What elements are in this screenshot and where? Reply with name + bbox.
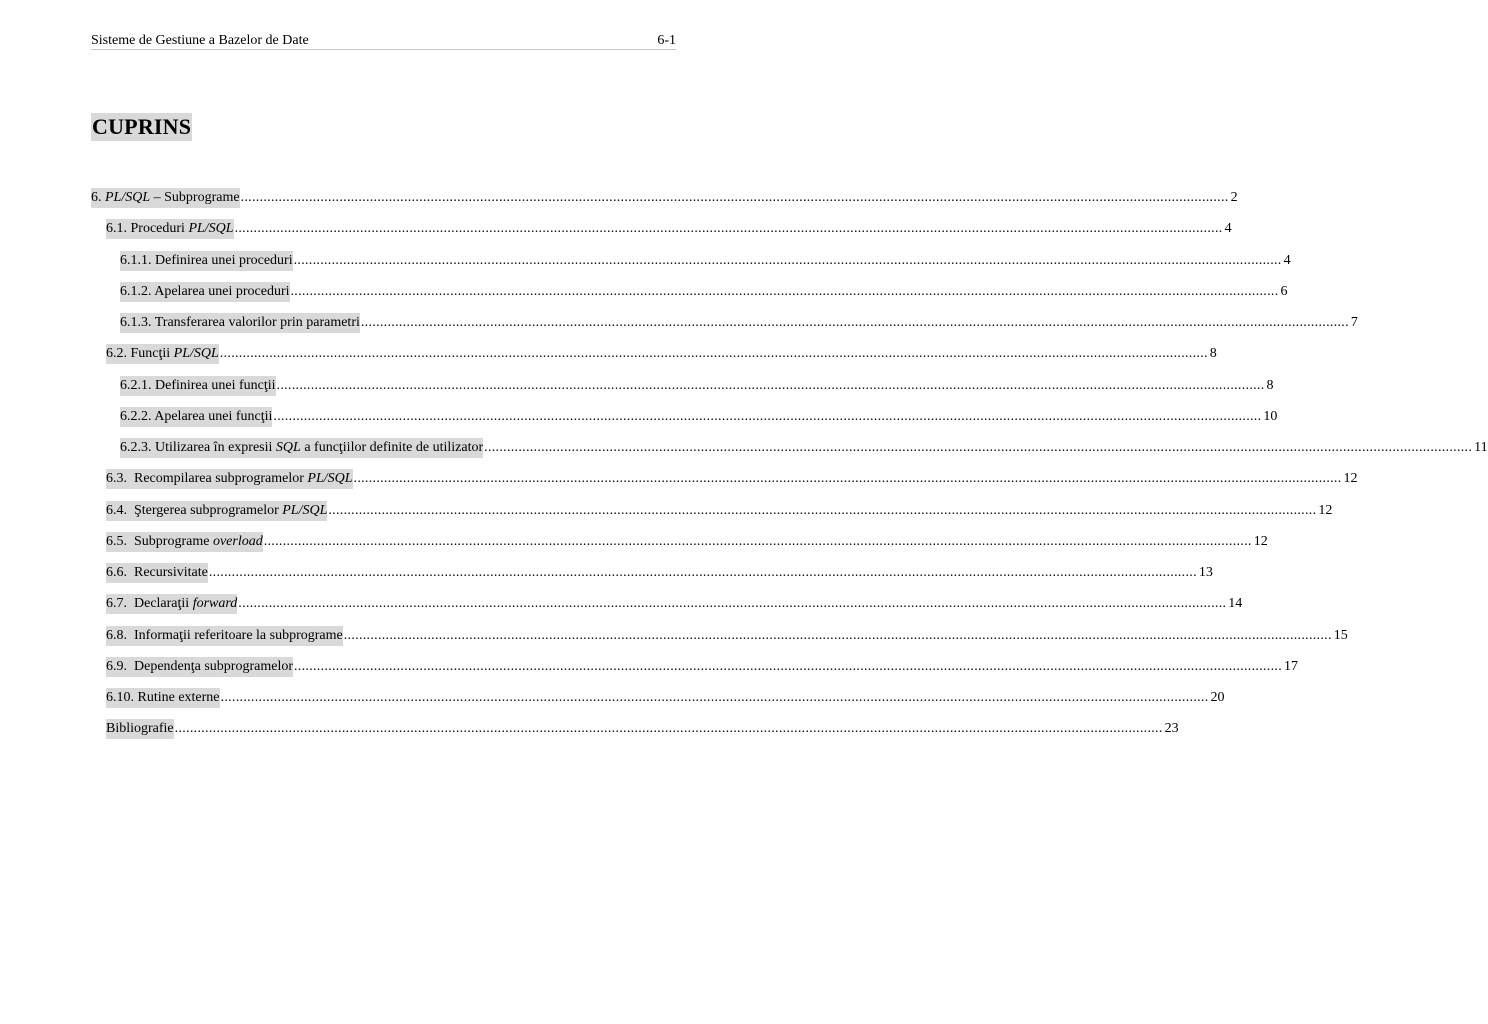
toc-entry[interactable]	[91, 313, 1358, 344]
toc-entry-title-part: 6.5. Subprograme	[106, 533, 213, 549]
toc-entry-title-part: PL/SQL	[188, 221, 234, 237]
toc-entry-page: 23	[1164, 721, 1179, 737]
toc-entry-page: 8	[1209, 346, 1217, 362]
toc-entry[interactable]	[91, 563, 1213, 594]
toc-entry-title[interactable]	[106, 688, 220, 708]
toc-entry-title-part: 6.	[91, 190, 105, 205]
toc-entry-title[interactable]	[120, 313, 360, 333]
toc-dot-leader: ....................................................................................................................................................................................................................................................................	[238, 596, 1227, 612]
toc-entry-page: 4	[1224, 221, 1232, 237]
toc-entry-page: 15	[1333, 627, 1348, 643]
toc-entry-title[interactable]	[106, 626, 343, 646]
toc-entry[interactable]	[91, 344, 1217, 375]
toc-entry-title[interactable]	[106, 594, 237, 614]
toc-entry[interactable]	[91, 282, 1288, 313]
toc-entry-page: 12	[1253, 533, 1268, 549]
toc-entry-page: 12	[1318, 502, 1333, 518]
page-header	[91, 33, 676, 50]
toc-entry-title[interactable]	[106, 563, 208, 583]
toc-entry-title-part: 6.1.1. Definirea unei proceduri	[120, 252, 293, 268]
toc-entry-title-part: PL/SQL	[173, 346, 219, 362]
toc-entry-title-part: SQL	[275, 440, 301, 455]
toc-entry-title[interactable]	[120, 376, 276, 396]
toc-entry-title-part: PL/SQL	[307, 471, 353, 487]
toc-dot-leader: ....................................................................................................................................................................................................................................................................	[219, 346, 1208, 362]
toc-entry-title[interactable]	[106, 657, 293, 677]
toc-entry-title[interactable]	[120, 251, 293, 271]
toc-entry-title-part: forward	[192, 596, 238, 612]
toc-entry-title-part: 6.2. Funcţii	[106, 346, 174, 362]
toc-entry-title-part: overload	[212, 533, 263, 549]
toc-entry[interactable]	[91, 626, 1348, 657]
toc-entry-title-part: 6.7. Declaraţii	[106, 596, 193, 612]
toc-dot-leader: ....................................................................................................................................................................................................................................................................	[294, 658, 1282, 674]
toc-entry-title[interactable]	[106, 501, 327, 521]
toc-entry-page: 6	[1280, 283, 1288, 299]
toc-entry[interactable]	[91, 407, 1278, 438]
toc-entry[interactable]	[91, 594, 1243, 625]
toc-entry-title[interactable]	[91, 188, 240, 208]
toc-entry-title-part: 6.4. Ştergerea subprogramelor	[106, 502, 283, 518]
toc-entry[interactable]	[91, 188, 1238, 219]
toc-entry[interactable]	[91, 219, 1232, 250]
toc-entry-title[interactable]	[106, 344, 219, 364]
toc-entry-title-part: 6.3. Recompilarea subprogramelor	[106, 471, 308, 487]
toc-entry[interactable]	[91, 532, 1268, 563]
toc-entry[interactable]	[91, 438, 1488, 469]
toc-entry-page: 12	[1343, 471, 1358, 487]
toc-dot-leader: ....................................................................................................................................................................................................................................................................	[343, 627, 1332, 643]
toc-heading: CUPRINS	[92, 114, 192, 139]
toc-dot-leader: ....................................................................................................................................................................................................................................................................	[360, 315, 1349, 330]
table-of-contents	[91, 188, 1488, 751]
toc-entry[interactable]	[91, 501, 1333, 532]
toc-entry-page: 20	[1210, 690, 1225, 705]
toc-entry[interactable]	[91, 719, 1179, 750]
toc-dot-leader: ....................................................................................................................................................................................................................................................................	[240, 190, 1229, 205]
toc-entry-title[interactable]	[120, 438, 483, 458]
toc-entry-title[interactable]	[106, 532, 263, 552]
toc-entry-page: 8	[1266, 377, 1274, 393]
toc-entry-title-part: Bibliografie	[106, 721, 174, 737]
toc-entry-page: 4	[1283, 252, 1291, 268]
toc-entry-title-part: a funcţiilor definite de utilizator	[300, 440, 484, 455]
toc-dot-leader: ....................................................................................................................................................................................................................................................................	[234, 221, 1223, 237]
toc-entry[interactable]	[91, 657, 1298, 688]
toc-entry-page: 14	[1228, 596, 1243, 612]
toc-entry-page: 13	[1198, 565, 1213, 580]
toc-entry-title[interactable]	[120, 407, 272, 427]
page-number: 6-1	[657, 33, 676, 48]
toc-entry-page: 17	[1284, 658, 1298, 674]
toc-entry-title-part: 6.1.2. Apelarea unei proceduri	[120, 283, 290, 299]
toc-entry-title-part: 6.2.2. Apelarea unei funcţii	[120, 408, 273, 424]
toc-entry-title-part: 6.8. Informaţii referitoare la subprograme	[106, 627, 343, 643]
toc-entry-title-part: PL/SQL	[105, 190, 151, 205]
toc-entry-page: 7	[1350, 315, 1358, 330]
toc-entry-page: 2	[1230, 190, 1238, 205]
toc-entry-title-part: 6.6. Recursivitate	[106, 565, 208, 580]
toc-dot-leader: ....................................................................................................................................................................................................................................................................	[208, 565, 1197, 580]
toc-dot-leader: ....................................................................................................................................................................................................................................................................	[276, 377, 1265, 393]
toc-entry-title-part: 6.2.1. Definirea unei funcţii	[120, 377, 276, 393]
toc-entry-title[interactable]	[106, 219, 234, 239]
toc-dot-leader: ....................................................................................................................................................................................................................................................................	[273, 408, 1262, 424]
toc-dot-leader: ....................................................................................................................................................................................................................................................................	[293, 252, 1282, 268]
toc-entry-title[interactable]	[106, 469, 353, 489]
toc-entry[interactable]	[91, 469, 1358, 500]
toc-entry-page: 10	[1263, 408, 1278, 424]
toc-entry-title-part: – Subprograme	[150, 190, 240, 205]
toc-dot-leader: ....................................................................................................................................................................................................................................................................	[484, 440, 1473, 455]
toc-entry-title-part: 6.10. Rutine externe	[106, 690, 220, 705]
toc-entry-page: 11	[1474, 440, 1488, 455]
toc-entry[interactable]	[91, 688, 1225, 719]
document-title: Sisteme de Gestiune a Bazelor de Date	[91, 33, 309, 48]
toc-entry[interactable]	[91, 376, 1274, 407]
toc-dot-leader: ....................................................................................................................................................................................................................................................................	[220, 690, 1209, 705]
toc-dot-leader: ....................................................................................................................................................................................................................................................................	[263, 533, 1252, 549]
toc-dot-leader: ....................................................................................................................................................................................................................................................................	[290, 283, 1279, 299]
toc-dot-leader: ....................................................................................................................................................................................................................................................................	[353, 471, 1342, 487]
toc-entry-title-part: 6.9. Dependenţa subprogramelor	[106, 658, 293, 674]
toc-dot-leader: ....................................................................................................................................................................................................................................................................	[328, 502, 1317, 518]
toc-entry-title-part: PL/SQL	[282, 502, 328, 518]
toc-dot-leader: ....................................................................................................................................................................................................................................................................	[174, 721, 1163, 737]
toc-entry[interactable]	[91, 251, 1291, 282]
toc-entry-title-part: 6.1. Proceduri	[106, 221, 189, 237]
toc-entry-title-part: 6.2.3. Utilizarea în expresii	[120, 440, 276, 455]
toc-entry-title[interactable]	[106, 719, 174, 739]
toc-entry-title-part: 6.1.3. Transferarea valorilor prin parametri	[120, 315, 360, 330]
toc-entry-title[interactable]	[120, 282, 290, 302]
